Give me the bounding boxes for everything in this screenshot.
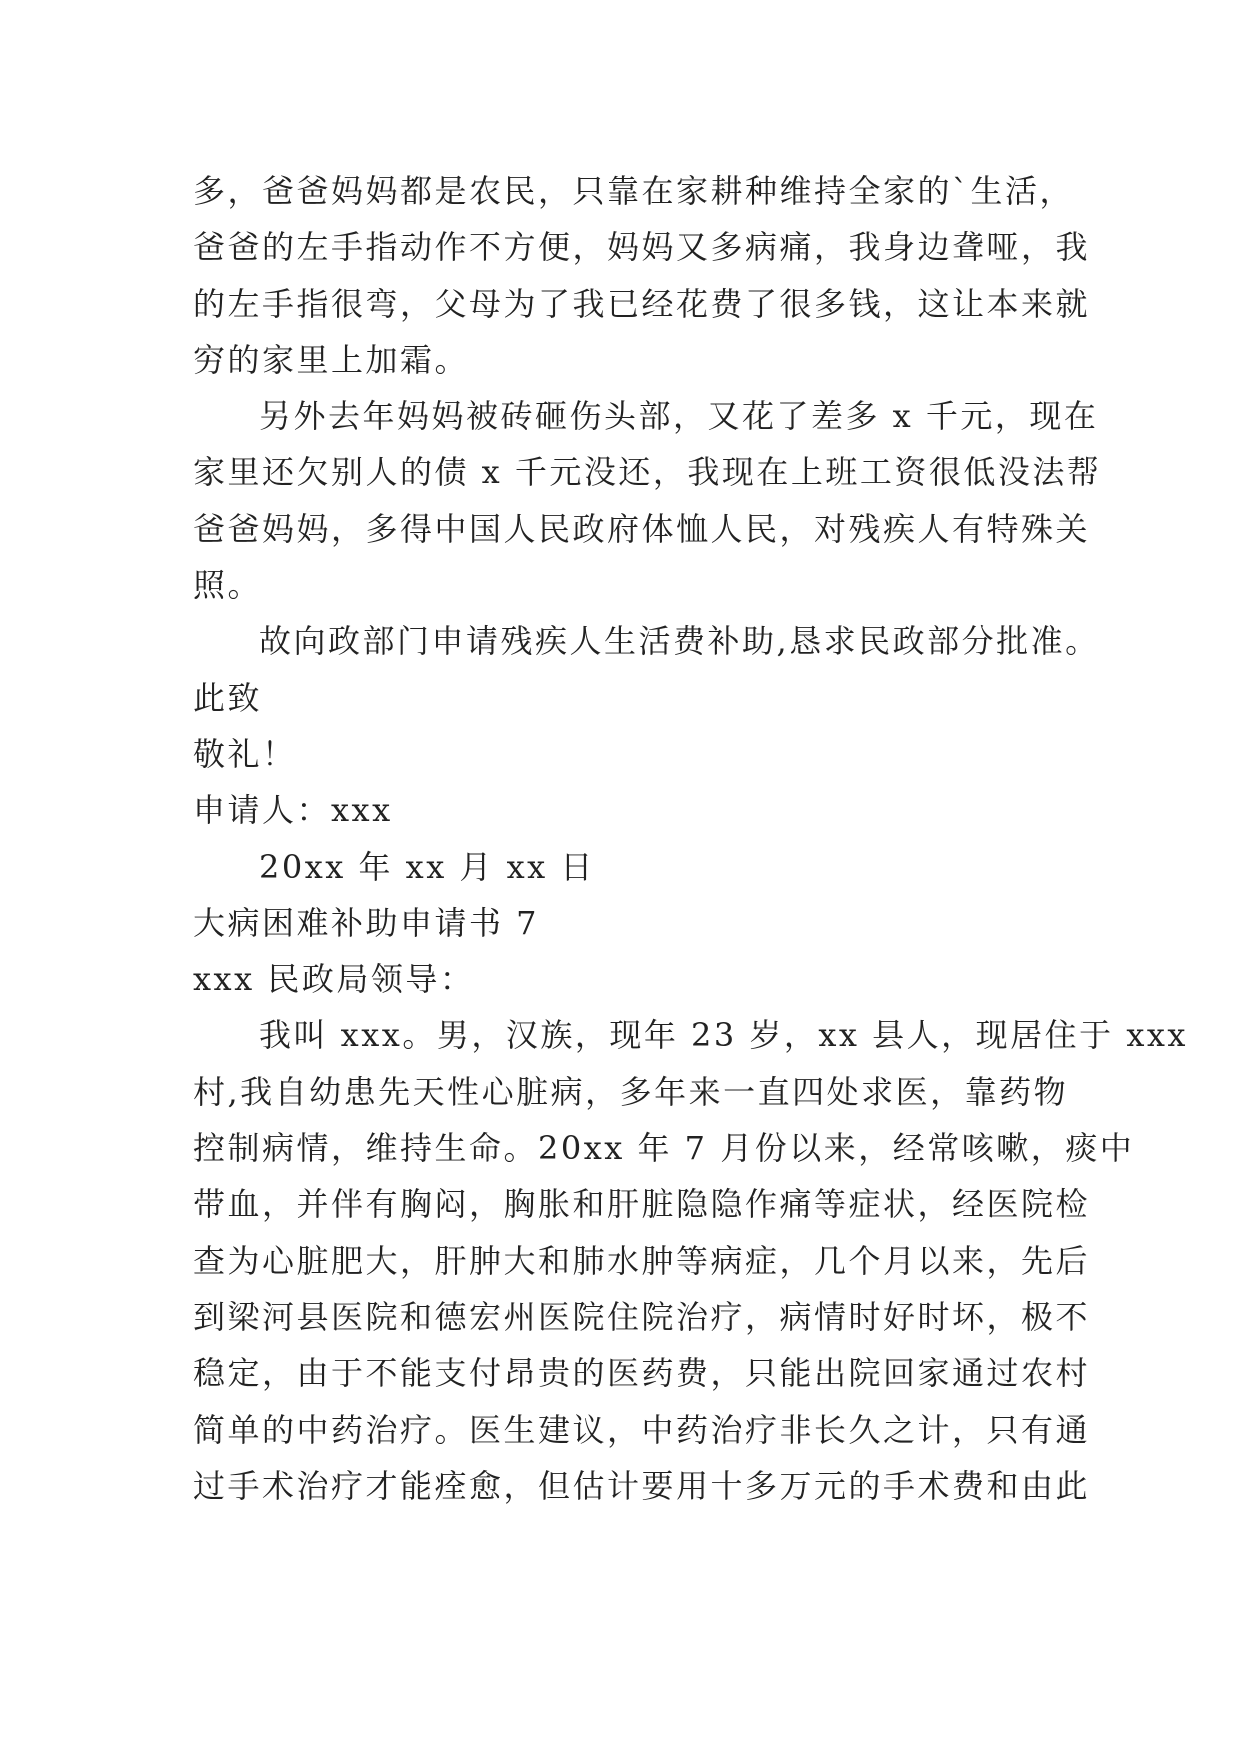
paragraph-line: 控制病情，维持生命。20xx 年 7 月份以来，经常咳嗽，痰中 [193, 1129, 1135, 1168]
paragraph-line: 的左手指很弯，父母为了我已经花费了很多钱，这让本来就 [193, 284, 1091, 323]
paragraph-line: 查为心脏肥大，肝肿大和肺水肿等病症，几个月以来，先后 [193, 1241, 1091, 1280]
salutation-line: 敬礼！ [193, 734, 297, 773]
paragraph-line: 带血，并伴有胸闷，胸胀和肝脏隐隐作痛等症状，经医院检 [193, 1185, 1091, 1224]
paragraph-line: 稳定，由于不能支付昂贵的医药费，只能出院回家通过农村 [193, 1354, 1091, 1393]
paragraph-line: 照。 [193, 566, 263, 605]
paragraph-line: 爸爸的左手指动作不方便，妈妈又多病痛，我身边聋哑，我 [193, 228, 1091, 267]
paragraph-line: 我叫 xxx。男，汉族，现年 23 岁，xx 县人，现居住于 xxx [259, 1016, 1188, 1055]
request-line: 故向政部门申请残疾人生活费补助,恳求民政部分批准。 [259, 622, 1100, 661]
paragraph-line: 过手术治疗才能痊愈，但估计要用十多万元的手术费和由此 [193, 1466, 1091, 1505]
paragraph-line: 多，爸爸妈妈都是农民，只靠在家耕种维持全家的`生活， [193, 172, 1075, 210]
paragraph-line: 到梁河县医院和德宏州医院住院治疗，病情时好时坏，极不 [193, 1297, 1091, 1336]
recipient-line: xxx 民政局领导： [193, 960, 475, 999]
paragraph-line: 村,我自幼患先天性心脏病，多年来一直四处求医，靠药物 [193, 1072, 1069, 1111]
paragraph-line: 穷的家里上加霜。 [193, 340, 470, 379]
paragraph-line: 家里还欠别人的债 x 千元没还，我现在上班工资很低没法帮 [193, 453, 1102, 492]
closing-line: 此致 [193, 678, 263, 717]
document-heading: 大病困难补助申请书 7 [193, 903, 540, 942]
document-body [193, 163, 1188, 1514]
date-line: 20xx 年 xx 月 xx 日 [259, 847, 595, 886]
applicant-line: 申请人：xxx [193, 791, 393, 830]
paragraph-line: 简单的中药治疗。医生建议，中药治疗非长久之计，只有通 [193, 1410, 1091, 1449]
paragraph-line: 爸爸妈妈，多得中国人民政府体恤人民，对残疾人有特殊关 [193, 509, 1091, 548]
paragraph-line: 另外去年妈妈被砖砸伤头部，又花了差多 x 千元，现在 [259, 397, 1099, 436]
